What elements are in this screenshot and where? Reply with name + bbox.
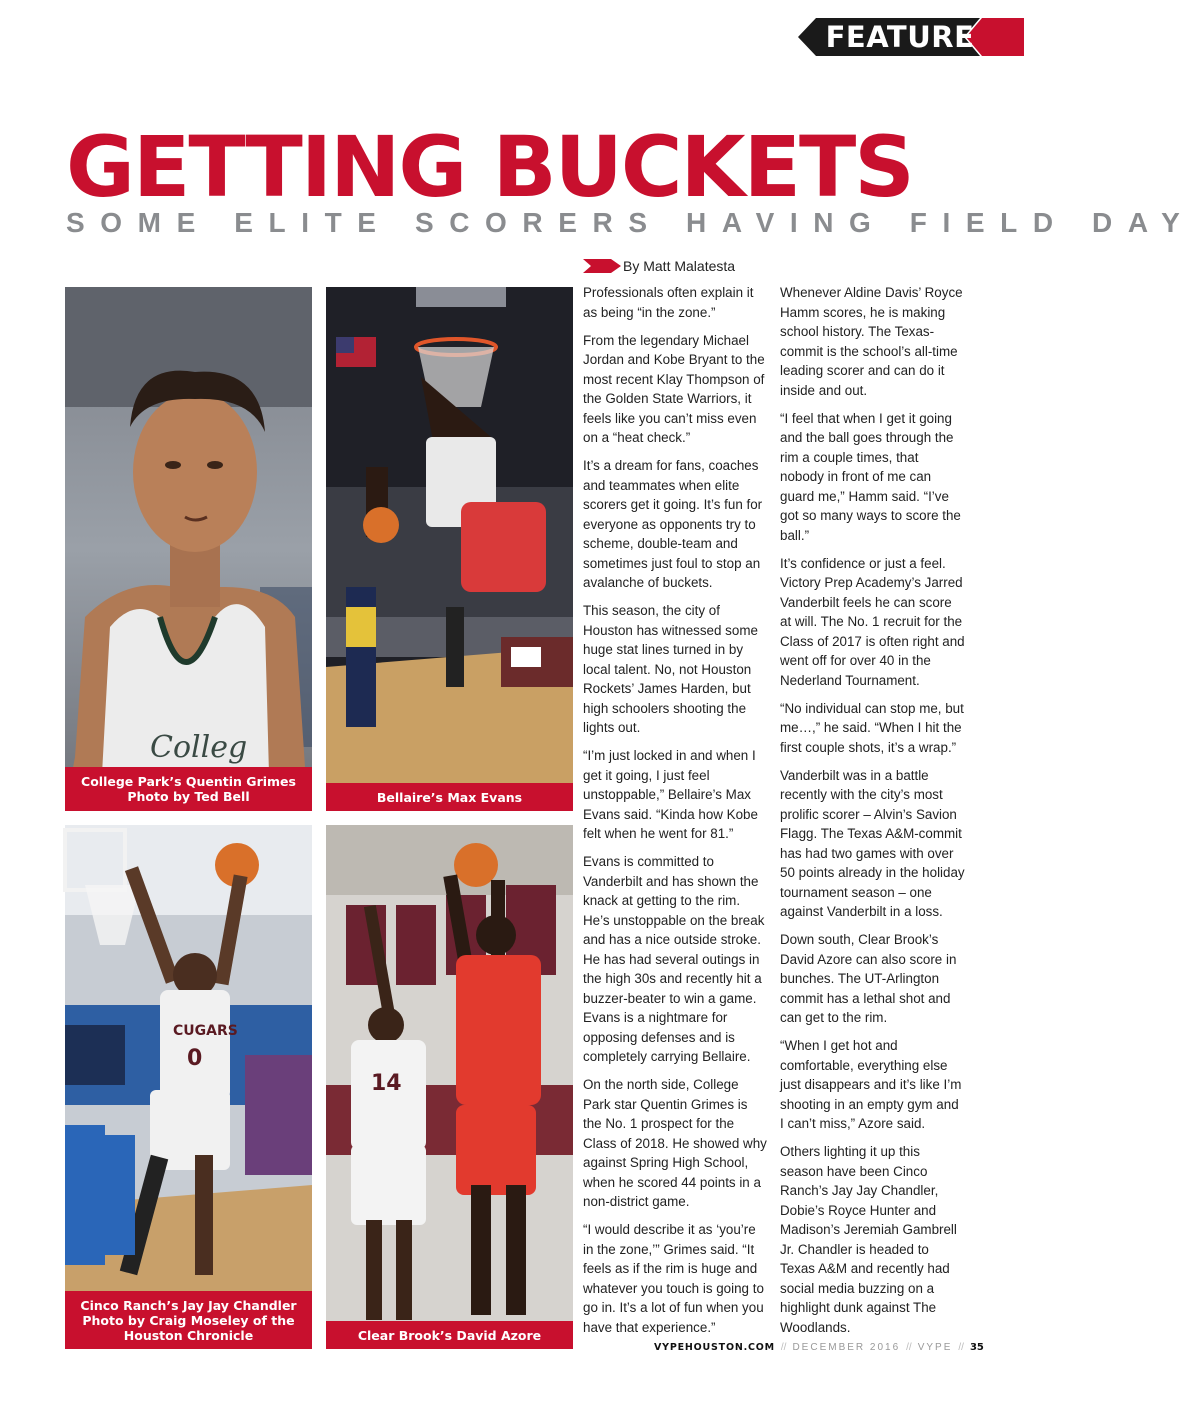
page-footer [654,1340,984,1354]
photo-caption [326,783,573,811]
paragraph: Vanderbilt was in a battle recently with the city’s most prolific scorer – Alvin’s Savion Flagg. The Texas A&M-commit has had two games with over 50 points already in the holiday tournament season – one against Vanderbilt in a loss. [780,767,965,919]
subheadline: SOME ELITE SCORERS HAVING FIELD DAY [66,207,1195,238]
photo-quentin-grimes [65,287,312,811]
svg-text:Colleg: Colleg [150,730,248,765]
photo-max-evans [326,287,573,811]
paragraph: On the north side, College Park star Quentin Grimes is the No. 1 prospect for the Class of 2018. He showed why against Spring High School, when he scored 44 points in a non-district game. [583,1077,767,1209]
photo-player-jumpshot [326,825,573,1349]
paragraph: This season, the city of Houston has witnessed some huge stat lines turned in by local talent. No, not Houston Rockets’ James Harden, but high schoolers shooting the lights out. [583,603,758,735]
footer-separator: // [958,1341,964,1353]
footer-separator: // [780,1341,787,1353]
byline-author: By Matt Malatesta [623,258,736,274]
photo-player-layup [65,825,312,1349]
article-column-1 [583,283,767,1346]
svg-text:14: 14 [371,1071,402,1096]
paragraph: It’s a dream for fans, coaches and teammates when elite scorers get it going. It’s fun for everyone as opponents try to scheme, double-team and sometimes just foul to stop an avalanche of buckets. [583,458,763,590]
caption-line: College Park’s Quentin Grimes [81,774,296,789]
article-column-2 [780,283,966,1346]
paragraph: “No individual can stop me, but me…,” he said. “When I hit the first couple shots, it’s a wrap.” [780,700,964,755]
caption-line: Clear Brook’s David Azore [357,1327,542,1343]
footer-website[interactable]: VYPEHOUSTON.COM [654,1341,775,1353]
paragraph: “I feel that when I get it going and the ball goes through the rim a couple times, that nobody in front of me can guard me,” Hamm said. “I’ve got so many ways to score the ball.” [780,410,961,543]
caption-line: Photo by Craig Moseley of the [82,1312,295,1328]
byline-arrow-icon [583,259,621,273]
caption-line: Bellaire’s Max Evans [376,789,523,805]
paragraph: Evans is committed to Vanderbilt and has shown the knack at getting to the rim. He’s unstoppable on the break and has a nice outside stroke. He has had several outings in the high 30s and recently hit a buzzer-beater to win a game. Evans is a nightmare for opposing defenses and is completely carrying Bellaire. [583,854,765,1064]
section-tag-banner [798,18,1024,56]
photo-caption [65,1291,312,1349]
photo-caption [65,767,312,811]
footer-issue-date: DECEMBER 2016 [792,1341,901,1353]
paragraph: “When I get hot and comfortable, everything else just disappears and it’s like I’m shooting in an empty gym and I can’t miss,” Azore said. [780,1038,962,1131]
page-number: 35 [969,1341,984,1353]
svg-text:0: 0 [187,1046,203,1071]
paragraph: Down south, Clear Brook’s David Azore can also score in bunches. The UT-Arlington commit has a lethal shot and can get to the rim. [780,932,957,1025]
caption-line: Cinco Ranch’s Jay Jay Chandler [80,1297,297,1313]
paragraph: “I’m just locked in and when I get it going, I just feel unstoppable,” Bellaire’s Max Evans said. “Kinda how Kobe felt when he went for 81.” [583,748,758,841]
paragraph: “I would describe it as ‘you’re in the zone,’” Grimes said. “It feels as if the rim is huge and whatever you touch is going to go in. It’s a lot of fun when you have that experience.” [583,1222,764,1335]
footer-separator: // [906,1341,912,1353]
paragraph: Others lighting it up this season have been Cinco Ranch’s Jay Jay Chandler, Dobie’s Royce Hunter and Madison’s Jeremiah Gambrell Jr. Chandler is headed to Texas A&M and recently had social media buzzing on a highlight dunk against The Woodlands. [780,1144,957,1335]
photo-caption [326,1321,573,1349]
photo-player-dunk [326,287,573,811]
paragraph: Professionals often explain it as being “in the zone.” [583,285,754,320]
paragraph: It’s confidence or just a feel. Victory Prep Academy’s Jarred Vanderbilt feels he can score at will. The No. 1 recruit for the Class of 2017 is often right and went off for over 40 in the Nederland Tournament. [780,555,965,688]
photo-player-portrait [65,287,312,811]
photo-david-azore [326,825,573,1349]
section-tag-label: FEATURE [825,20,975,54]
paragraph: Whenever Aldine Davis’ Royce Hamm scores, he is making school history. The Texas-commit is the school’s all-time leading scorer and can do it inside and out. [780,285,963,398]
paragraph: From the legendary Michael Jordan and Kobe Bryant to the most recent Klay Thompson of the Golden State Warriors, it feels like you can’t miss even on a “heat check.” [583,332,765,445]
svg-text:CUGARS: CUGARS [173,1023,238,1039]
byline [583,256,735,276]
headline: GETTING BUCKETS [66,118,913,216]
caption-line: Photo by Ted Bell [127,789,250,804]
footer-brand: VYPE [917,1341,953,1353]
caption-line: Houston Chronicle [123,1327,254,1343]
photo-jay-jay-chandler [65,825,312,1349]
